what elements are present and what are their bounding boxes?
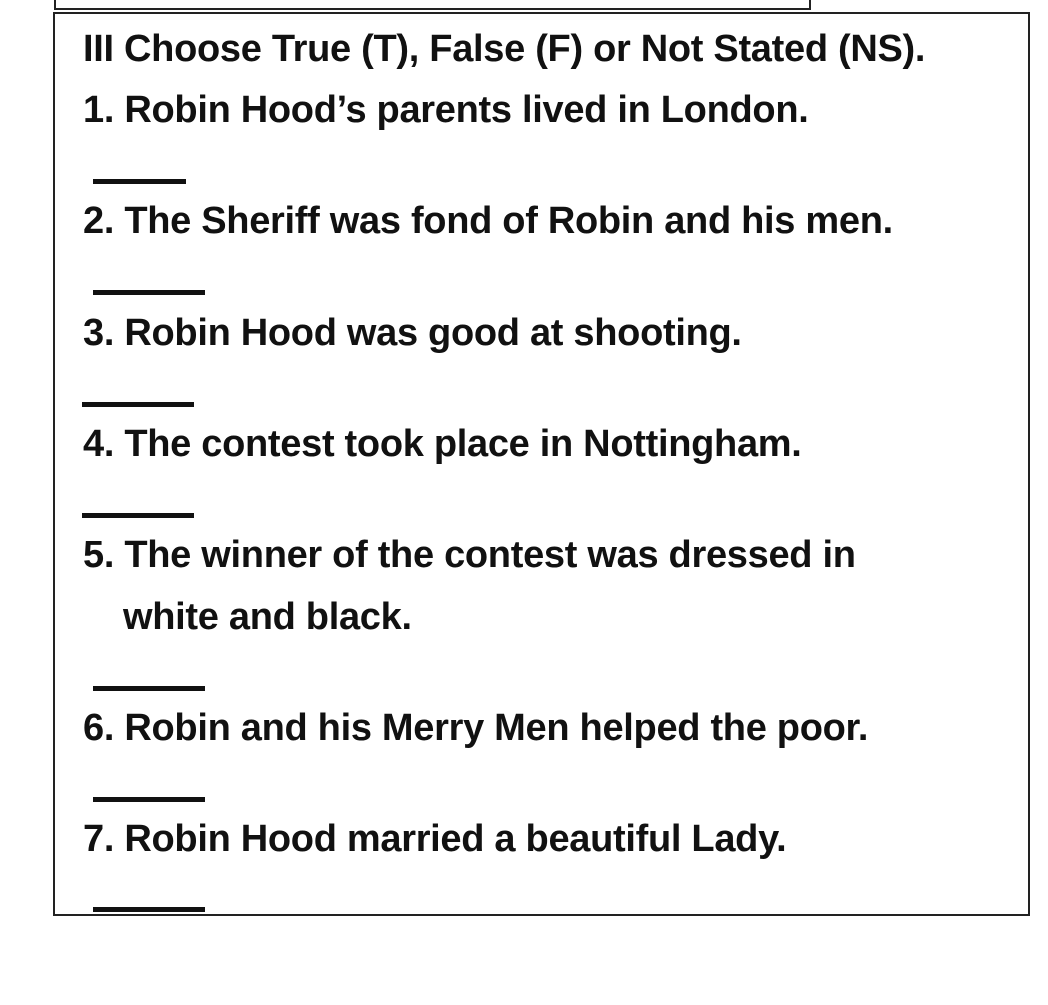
exercise-heading: III Choose True (T), False (F) or Not Stated (NS). [83,28,926,70]
question-3: 3. Robin Hood was good at shooting. [83,312,742,354]
question-7: 7. Robin Hood married a beautiful Lady. [83,818,787,860]
answer-blank-3[interactable] [82,402,194,407]
question-1: 1. Robin Hood’s parents lived in London. [83,89,809,131]
answer-blank-4[interactable] [82,513,194,518]
question-4: 4. The contest took place in Nottingham. [83,423,802,465]
question-6: 6. Robin and his Merry Men helped the poor. [83,707,869,749]
answer-blank-1[interactable] [93,179,186,184]
question-5: 5. The winner of the contest was dressed in [83,534,856,576]
question-5-continuation: white and black. [123,596,412,638]
answer-blank-2[interactable] [93,290,205,295]
answer-blank-5[interactable] [93,686,205,691]
answer-blank-7[interactable] [93,907,205,912]
question-2: 2. The Sheriff was fond of Robin and his men. [83,200,893,242]
previous-section-box [54,0,811,10]
exercise-panel [53,12,1030,916]
answer-blank-6[interactable] [93,797,205,802]
